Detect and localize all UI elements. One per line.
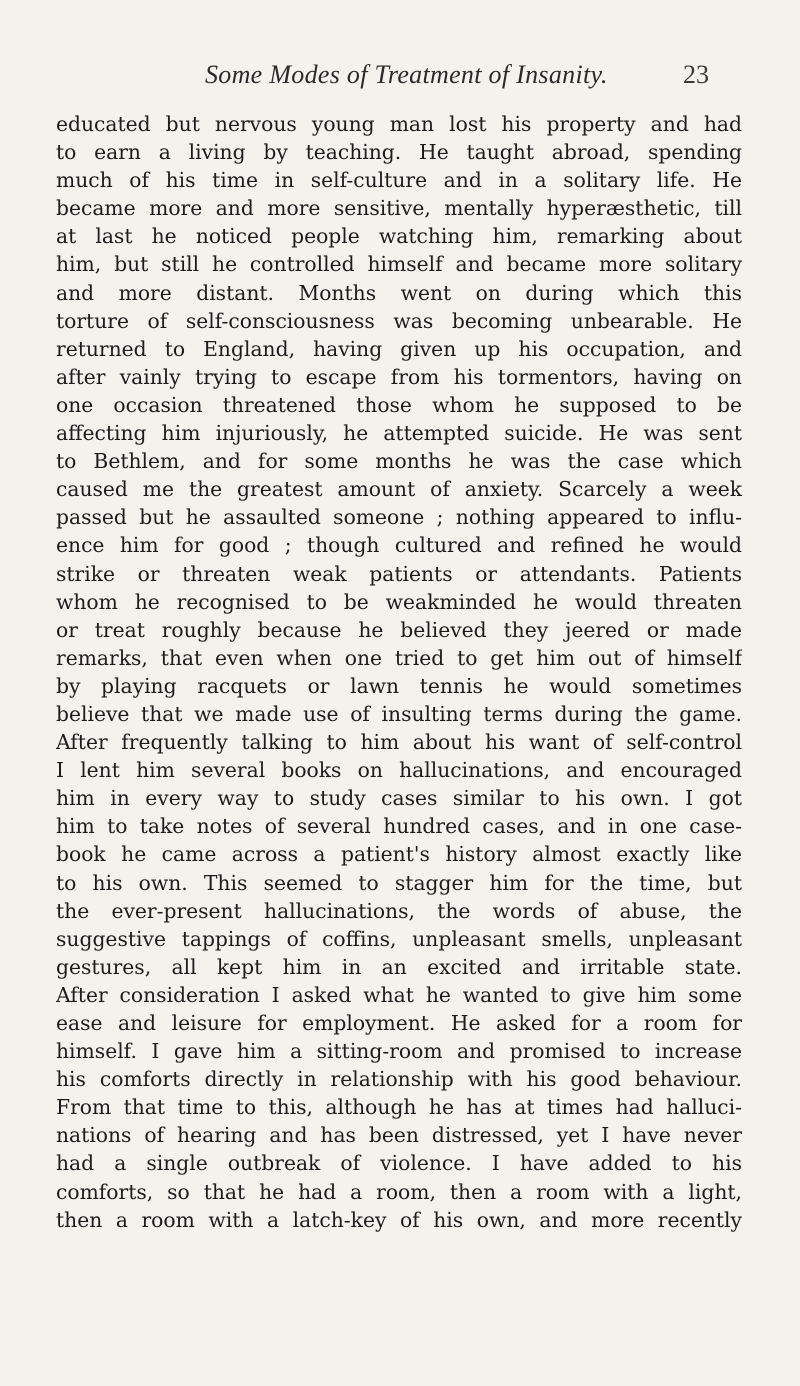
text-line: at last he noticed people watching him, remarking about [56, 224, 742, 249]
text-line: then a room with a latch-key of his own, and more recently [56, 1207, 742, 1232]
text-line: gestures, all kept him in an excited and irritable state. [56, 954, 742, 979]
text-line: ease and leisure for employment. He asked for a room for [56, 1011, 742, 1035]
text-line: one occasion threatened those whom he supposed to be [56, 392, 742, 417]
text-line: book he came across a patient's history almost exactly like [56, 842, 742, 867]
page-number: 23 [683, 60, 709, 89]
text-line: I lent him several books on hallucinations, and encouraged [56, 758, 742, 783]
text-line: caused me the greatest amount of anxiety. Scarcely a week [56, 477, 742, 502]
text-line: or treat roughly because he believed they jeered or made [56, 617, 742, 642]
text-line: became more and more sensitive, mentally hyperæsthetic, till [56, 196, 742, 221]
text-line: comforts, so that he had a room, then a room with a light, [56, 1179, 742, 1204]
text-line: had a single outbreak of violence. I have added to his [56, 1151, 742, 1176]
text-line: After consideration I asked what he wanted to give him some [56, 982, 742, 1007]
running-head [205, 60, 709, 100]
text-line: himself. I gave him a sitting-room and promised to increase [56, 1039, 742, 1064]
text-line: the ever-present hallucinations, the words of abuse, the [56, 898, 742, 923]
text-line: him, but still he controlled himself and became more solitary [56, 252, 742, 277]
text-line: his comforts directly in relationship with his good behaviour. [56, 1067, 742, 1092]
body-paragraph [56, 110, 742, 1234]
text-line: nations of hearing and has been distressed, yet I have never [56, 1123, 742, 1148]
text-line: to Bethlem, and for some months he was the case which [56, 449, 742, 474]
text-line: him in every way to study cases similar to his own. I got [56, 786, 742, 811]
text-line: ence him for good ; though cultured and refined he would [56, 533, 742, 558]
text-line: strike or threaten weak patients or attendants. Patients [56, 561, 742, 586]
text-line: by playing racquets or lawn tennis he would sometimes [56, 673, 742, 698]
text-line: suggestive tappings of coffins, unpleasant smells, unpleasant [56, 926, 742, 951]
text-line: after vainly trying to escape from his tormentors, having on [56, 364, 742, 389]
text-line: affecting him injuriously, he attempted suicide. He was sent [56, 421, 742, 446]
text-line: whom he recognised to be weakminded he would threaten [56, 589, 742, 614]
text-line: After frequently talking to him about his want of self-control [56, 730, 742, 755]
text-line: much of his time in self-culture and in a solitary life. He [56, 168, 742, 193]
text-line: torture of self-consciousness was becoming unbearable. He [56, 308, 742, 333]
text-line: returned to England, having given up his occupation, and [56, 336, 742, 361]
text-line: remarks, that even when one tried to get him out of himself [56, 645, 742, 670]
text-line: to earn a living by teaching. He taught abroad, spending [56, 140, 742, 165]
text-line: and more distant. Months went on during which this [56, 280, 742, 305]
text-line: passed but he assaulted someone ; nothing appeared to influ- [56, 505, 742, 530]
text-line: to his own. This seemed to stagger him for the time, but [56, 870, 742, 895]
text-line: From that time to this, although he has at times had halluci- [56, 1095, 742, 1120]
text-line: him to take notes of several hundred cases, and in one case- [56, 814, 742, 839]
running-title: Some Modes of Treatment of Insanity. [205, 60, 608, 89]
text-line: believe that we made use of insulting terms during the game. [56, 701, 742, 726]
text-line: educated but nervous young man lost his property and had [56, 112, 742, 136]
